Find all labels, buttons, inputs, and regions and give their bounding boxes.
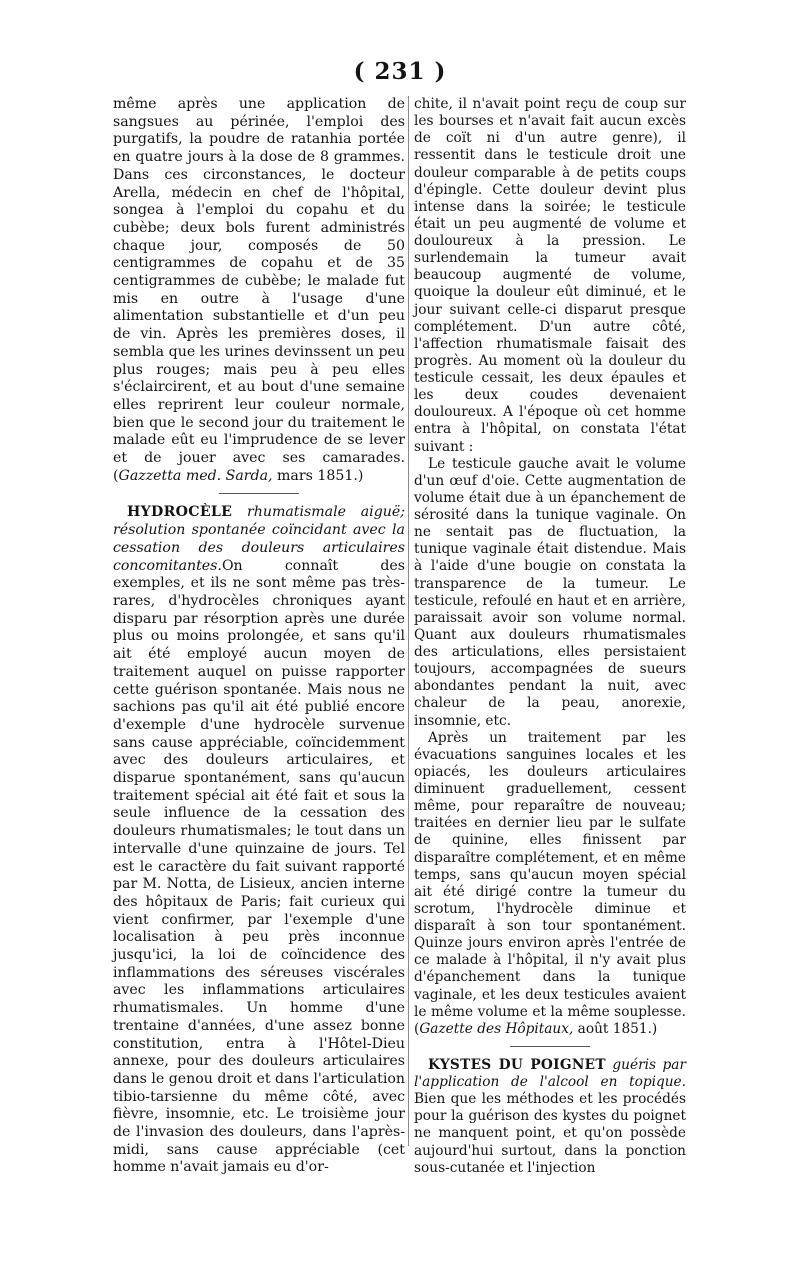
- hydrocele-heading: HYDROCÈLE: [127, 504, 233, 521]
- right-citation-date: août 1851.): [573, 1020, 658, 1037]
- left-paragraph-1: [113, 96, 405, 485]
- section-separator: [510, 1046, 590, 1047]
- hydrocele-article: [113, 504, 405, 1177]
- left-citation-source: Gazzetta med. Sarda,: [118, 467, 273, 484]
- kystes-heading: KYSTES DU POIGNET: [428, 1056, 606, 1073]
- hydrocele-subtitle: rhumatismale aiguë; résolution spontanée coïncidant avec la cessation des douleurs articulaires concomitantes.: [113, 504, 405, 574]
- kystes-body: Bien que les méthodes et les procédés pour la guérison des kystes du poignet ne manquent point, et qu'on possède aujourd'hui surtout, dans la ponction sous-cutanée et l'injection: [414, 1091, 686, 1176]
- left-citation-date: mars 1851.): [272, 467, 364, 484]
- kystes-subtitle: guéris par l'application de l'alcool en topique.: [414, 1056, 687, 1090]
- right-citation-source: Gazette des Hôpitaux,: [419, 1020, 574, 1037]
- right-paragraph-3: [414, 730, 686, 1038]
- right-paragraph-2: Le testicule gauche avait le volume d'un œuf d'oie. Cette augmentation de volume était due à un épanchement de sérosité dans la tunique vaginale. On ne sentait pas de fluctuation, la tunique vaginale était distendue. Mais à l'aide d'une bougie on constata la transparence de la tumeur. Le testicule, refoulé en haut et en arrière, paraissait avoir son volume normal. Quant aux douleurs rhumatismales des articulations, elles persistaient toujours, accompagnées de sueurs abondantes pendant la nuit, avec chaleur de la peau, anorexie, insomnie, etc.: [414, 455, 686, 729]
- hydrocele-body: On connaît des exemples, et ils ne sont même pas très-rares, d'hydrocèles chroniques ayant disparu par résorption après une durée plus ou moins prolongée, et sans qu'il ait été employé aucun moyen de traitement auquel on puisse rapporter cette guérison spontanée. Mais nous ne sachions pas qu'il ait été publié encore d'exemple d'une hydrocèle survenue sans cause appréciable, coïncidemment avec des douleurs articulaires, et disparue spontanément, sans qu'aucun traitement spécial ait été fait et sous la seule influence de la cessation des douleurs rhumatismales; le tout dans un intervalle d'une quinzaine de jours. Tel est le caractère du fait suivant rapporté par M. Notta, de Lisieux, ancien interne des hôpitaux de Paris; fait curieux qui vient confirmer, par l'exemple d'une localisation à peu près inconnue jusqu'ici, la loi de coïncidence des inflammations des séreuses viscérales avec les inflammations articulaires rhumatismales. Un homme d'une trentaine d'années, d'une assez bonne constitution, entra à l'Hôtel-Dieu annexe, pour des douleurs articulaires dans le genou droit et dans l'articulation tibio-tarsienne du même côté, avec fièvre, insomnie, etc. Le troisième jour de l'invasion des douleurs, dans l'après-midi, sans cause appréciable (cet homme n'avait jamais eu d'or-: [113, 557, 405, 1176]
- right-column: [414, 96, 686, 1177]
- right-paragraph-3-text: Après un traitement par les évacuations sanguines locales et les opiacés, les douleurs articulaires diminuent graduellement, cessent même, pour reparaître de nouveau; traitées en dernier lieu par le sulfate de quinine, elles finissent par disparaître complétement, et en même temps, sans qu'aucun moyen spécial ait été dirigé contre la tumeur du scrotum, l'hydrocèle diminue et disparaît à son tour spontanément. Quinze jours environ après l'entrée de ce malade à l'hôpital, il n'y avait plus d'épanchement dans la tunique vaginale, et les deux testicules avaient le même volume et la même souplesse. (: [414, 729, 686, 1037]
- kystes-article: [414, 1057, 686, 1177]
- left-paragraph-1-text: même après une application de sangsues au périnée, l'emploi des purgatifs, la poudre de ratanhia portée en quatre jours à la dose de 8 grammes. Dans ces circonstances, le docteur Arella, médecin en chef de l'hôpital, songea à l'emploi du copahu et du cubèbe; deux bols furent administrés chaque jour, composés de 50 centigrammes de copahu et de 35 centigrammes de cubèbe; le malade fut mis en outre à l'usage d'une alimentation substantielle et d'un peu de vin. Après les premières doses, il sembla que les urines devinssent un peu plus rouges; mais peu à peu elles s'éclaircirent, et au bout d'une semaine elles reprirent leur couleur normale, bien que le second jour du traitement le malade eût eu l'imprudence de se lever et de jouer avec ses camarades. (: [113, 96, 405, 484]
- left-column: [113, 96, 405, 1177]
- right-paragraph-1: chite, il n'avait point reçu de coup sur les bourses et n'avait fait aucun excès de coït ni d'un autre genre), il ressentit dans le testicule droit une douleur comparable à de petits coups d'épingle. Cette douleur devint plus intense dans la soirée; le testicule était un peu augmenté de volume et douloureux à la pression. Le surlendemain la tumeur avait beaucoup augmenté de volume, quoique la douleur eût diminué, et le jour suivant celle-ci disparut presque complétement. D'un autre côté, l'affection rhumatismale faisait des progrès. Au moment où la douleur du testicule cessait, les deux épaules et les deux coudes devenaient douloureux. A l'époque où cet homme entra à l'hôpital, on constata l'état suivant :: [414, 96, 686, 455]
- column-divider: [408, 96, 409, 1146]
- page-number: ( 231 ): [353, 58, 447, 85]
- section-separator: [219, 493, 299, 494]
